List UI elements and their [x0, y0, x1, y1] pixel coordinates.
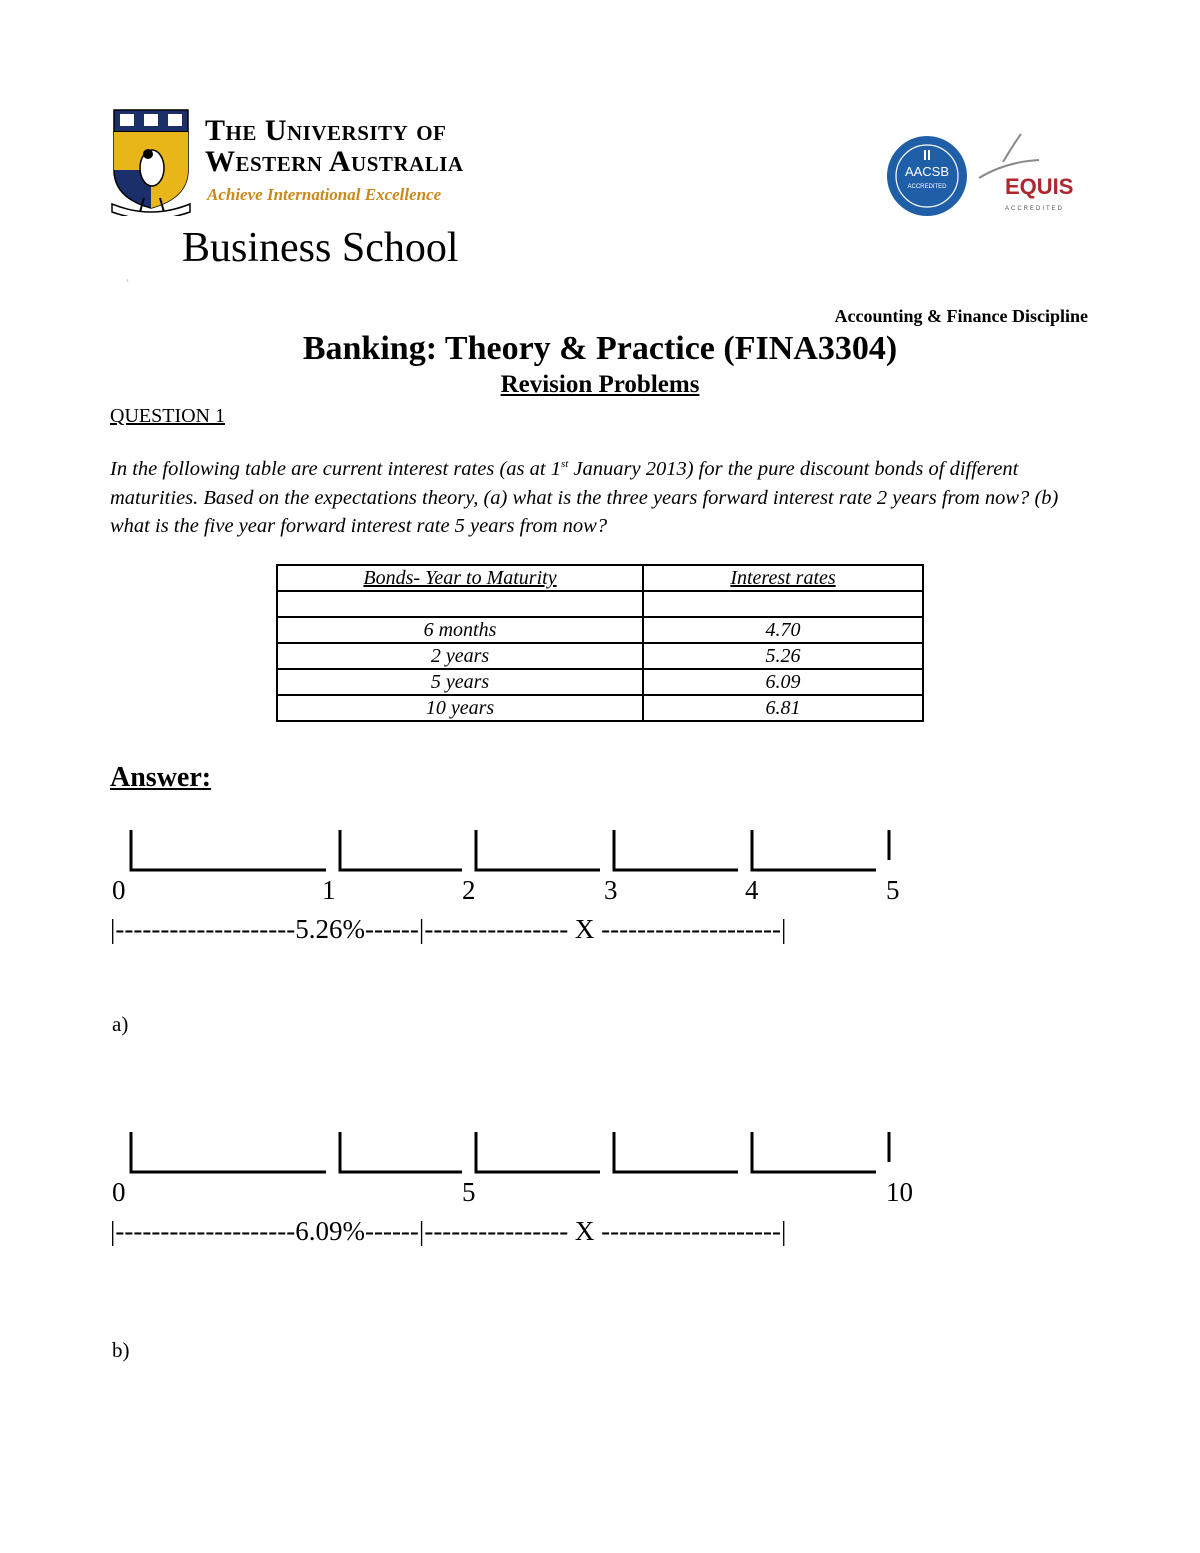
- question-text-part-1: In the following table are current interest rates (as at 1: [110, 458, 561, 480]
- university-name-line-2: Western Australia: [205, 145, 464, 178]
- table-header-row: [277, 565, 923, 591]
- answer-label: Answer:: [110, 762, 212, 793]
- table-cell-rate: 6.09: [643, 669, 923, 695]
- university-crest-logo: [110, 108, 192, 216]
- ordinal-superscript: st: [560, 458, 569, 471]
- table-row: [277, 643, 923, 669]
- document-subtitle: Revision Problems: [500, 371, 700, 398]
- part-b-label: b): [112, 1338, 130, 1362]
- timeline-b-tick: 0: [112, 1177, 126, 1207]
- timeline-a-tick: 5: [886, 875, 900, 905]
- equis-accredited-logo: [975, 132, 1085, 214]
- timeline-a-tick: 3: [604, 875, 618, 905]
- table-row: [277, 669, 923, 695]
- timeline-a-tick: 0: [112, 875, 126, 905]
- equis-accredited-text: ACCREDITED: [1005, 206, 1065, 212]
- discipline-label: Accounting & Finance Discipline: [834, 306, 1088, 326]
- timeline-b-tick: 10: [886, 1177, 913, 1207]
- question-text-part-2: January 2013) for the pure discount bonds of different maturities. Based on the expectations theory, (a) what is the three years forward interest rate 2 years from now? (b) what is the five year forward interest rate 5 years from now?: [110, 458, 1059, 537]
- tiny-mark: ': [127, 278, 129, 288]
- timeline-b-tick: 5: [462, 1177, 476, 1207]
- table-row: [277, 591, 923, 617]
- table-cell-maturity: [277, 591, 643, 617]
- interest-rates-table: [276, 564, 924, 722]
- table-cell-maturity: 5 years: [277, 669, 643, 695]
- timeline-a-tick: 2: [462, 875, 476, 905]
- table-cell-maturity: 10 years: [277, 695, 643, 721]
- table-cell-rate: 5.26: [643, 643, 923, 669]
- course-title: Banking: Theory & Practice (FINA3304): [302, 330, 898, 367]
- timeline-b-brackets: [0, 1128, 1200, 1178]
- timeline-b-rate-line: |--------------------6.09%------|---------------- X --------------------|: [110, 1216, 787, 1246]
- timeline-a-tick: 4: [745, 875, 759, 905]
- table-row: [277, 617, 923, 643]
- table-row: [277, 695, 923, 721]
- table-cell-maturity: 6 months: [277, 617, 643, 643]
- university-name-line-1: The University of: [205, 114, 447, 147]
- university-tagline: Achieve International Excellence: [207, 185, 442, 204]
- aacsb-accredited-text: ACCREDITED: [907, 184, 947, 190]
- table-header-maturity: Bonds- Year to Maturity: [277, 565, 643, 591]
- table-cell-rate: [643, 591, 923, 617]
- table-cell-rate: 4.70: [643, 617, 923, 643]
- timeline-a-tick: 1: [322, 875, 336, 905]
- part-a-label: a): [112, 1012, 129, 1036]
- aacsb-logo-text: AACSB: [904, 164, 950, 179]
- business-school-heading: Business School: [182, 225, 459, 271]
- equis-logo-text: EQUIS: [1005, 174, 1074, 199]
- table-cell-maturity: 2 years: [277, 643, 643, 669]
- aacsb-accredited-logo: [885, 134, 969, 218]
- table-cell-rate: 6.81: [643, 695, 923, 721]
- question-label: QUESTION 1: [110, 405, 225, 427]
- table-header-rate: Interest rates: [643, 565, 923, 591]
- timeline-a-rate-line: |--------------------5.26%------|---------------- X --------------------|: [110, 914, 787, 944]
- question-text: [110, 455, 1095, 541]
- timeline-a-brackets: [0, 826, 1200, 876]
